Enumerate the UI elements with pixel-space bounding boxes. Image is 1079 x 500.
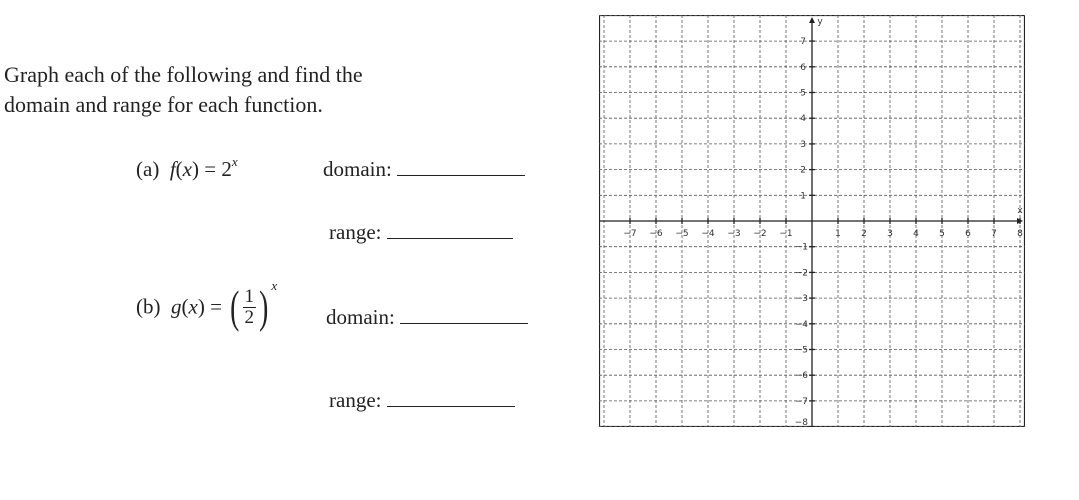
part-b-range-blank[interactable]: [387, 388, 515, 407]
x-tick-label: −2: [753, 229, 767, 239]
y-tick-label: 7: [800, 37, 806, 48]
x-tick-label: −6: [649, 229, 663, 239]
part-b-fraction: [243, 287, 257, 328]
y-tick-label: 4: [800, 114, 806, 125]
part-a-exponent: x: [231, 154, 238, 169]
y-axis-arrow: [809, 17, 815, 23]
x-tick-label: 7: [991, 229, 997, 239]
part-b-exponent: x: [271, 277, 278, 293]
coordinate-grid[interactable]: [599, 15, 1025, 427]
part-b-numerator: 1: [244, 285, 254, 307]
x-tick-label: 2: [861, 229, 867, 239]
x-tick-label: 1: [835, 229, 841, 239]
part-b-func-name: g: [171, 294, 182, 319]
x-tick-label: −5: [675, 229, 689, 239]
x-tick-label: 3: [887, 229, 893, 239]
y-tick-label: −5: [794, 345, 808, 356]
instructions-line-2: domain and range for each function.: [4, 92, 323, 117]
x-tick-label: −1: [779, 229, 793, 239]
part-b-right-paren: ): [259, 281, 269, 332]
instructions: [4, 60, 363, 120]
part-a-equation: (a) $f(x) = 2^x$: [136, 154, 238, 181]
x-tick-label: −3: [727, 229, 741, 239]
y-axis-label: y: [817, 17, 823, 27]
part-b-denominator: 2: [244, 306, 254, 328]
part-a-range: [329, 220, 513, 245]
part-b-range-label: range:: [329, 388, 382, 412]
x-tick-label: 4: [913, 229, 919, 239]
part-a-func-name: f: [169, 157, 176, 181]
y-tick-label: −3: [794, 294, 808, 305]
part-b-range: [329, 388, 515, 413]
part-b-var: x: [188, 294, 198, 319]
part-a-label: (a): [136, 157, 160, 181]
y-tick-label: −6: [794, 371, 808, 382]
y-tick-label: −7: [794, 396, 808, 407]
part-a-base: 2: [221, 157, 232, 181]
x-tick-label: 5: [939, 229, 945, 239]
part-b-domain-blank[interactable]: [400, 305, 528, 324]
y-tick-label: 2: [800, 165, 806, 176]
x-tick-label: 6: [965, 229, 971, 239]
part-a-range-blank[interactable]: [387, 220, 513, 239]
y-tick-label: −2: [794, 268, 808, 279]
part-b-left-paren: (: [230, 281, 240, 332]
y-tick-label: −1: [794, 242, 808, 253]
y-tick-label: 5: [800, 88, 806, 99]
part-a-domain-label: domain:: [323, 157, 392, 181]
x-axis-label: x: [1017, 206, 1023, 216]
part-b-domain: [326, 305, 528, 330]
part-a-var: x: [182, 157, 192, 181]
y-tick-label: 6: [800, 62, 806, 73]
axes: [599, 17, 1023, 427]
x-tick-label: 8: [1017, 229, 1023, 239]
x-tick-label: −7: [623, 229, 637, 239]
x-tick-label: −4: [701, 229, 715, 239]
part-b-domain-label: domain:: [326, 305, 395, 329]
instructions-line-1: Graph each of the following and find the: [4, 62, 363, 87]
part-a-range-label: range:: [329, 220, 382, 244]
y-tick-label: 1: [800, 191, 806, 202]
y-tick-label: −8: [794, 418, 808, 427]
tick-labels: [623, 17, 1023, 427]
part-b-label: (b): [136, 294, 161, 319]
y-tick-label: 3: [800, 139, 806, 150]
part-b-equation: (b) g(x) = ( $\frac{1}{2}$ ) $^x$: [136, 277, 278, 332]
part-a-domain: [323, 157, 525, 182]
part-a-domain-blank[interactable]: [397, 157, 525, 176]
y-tick-label: −4: [794, 319, 808, 330]
